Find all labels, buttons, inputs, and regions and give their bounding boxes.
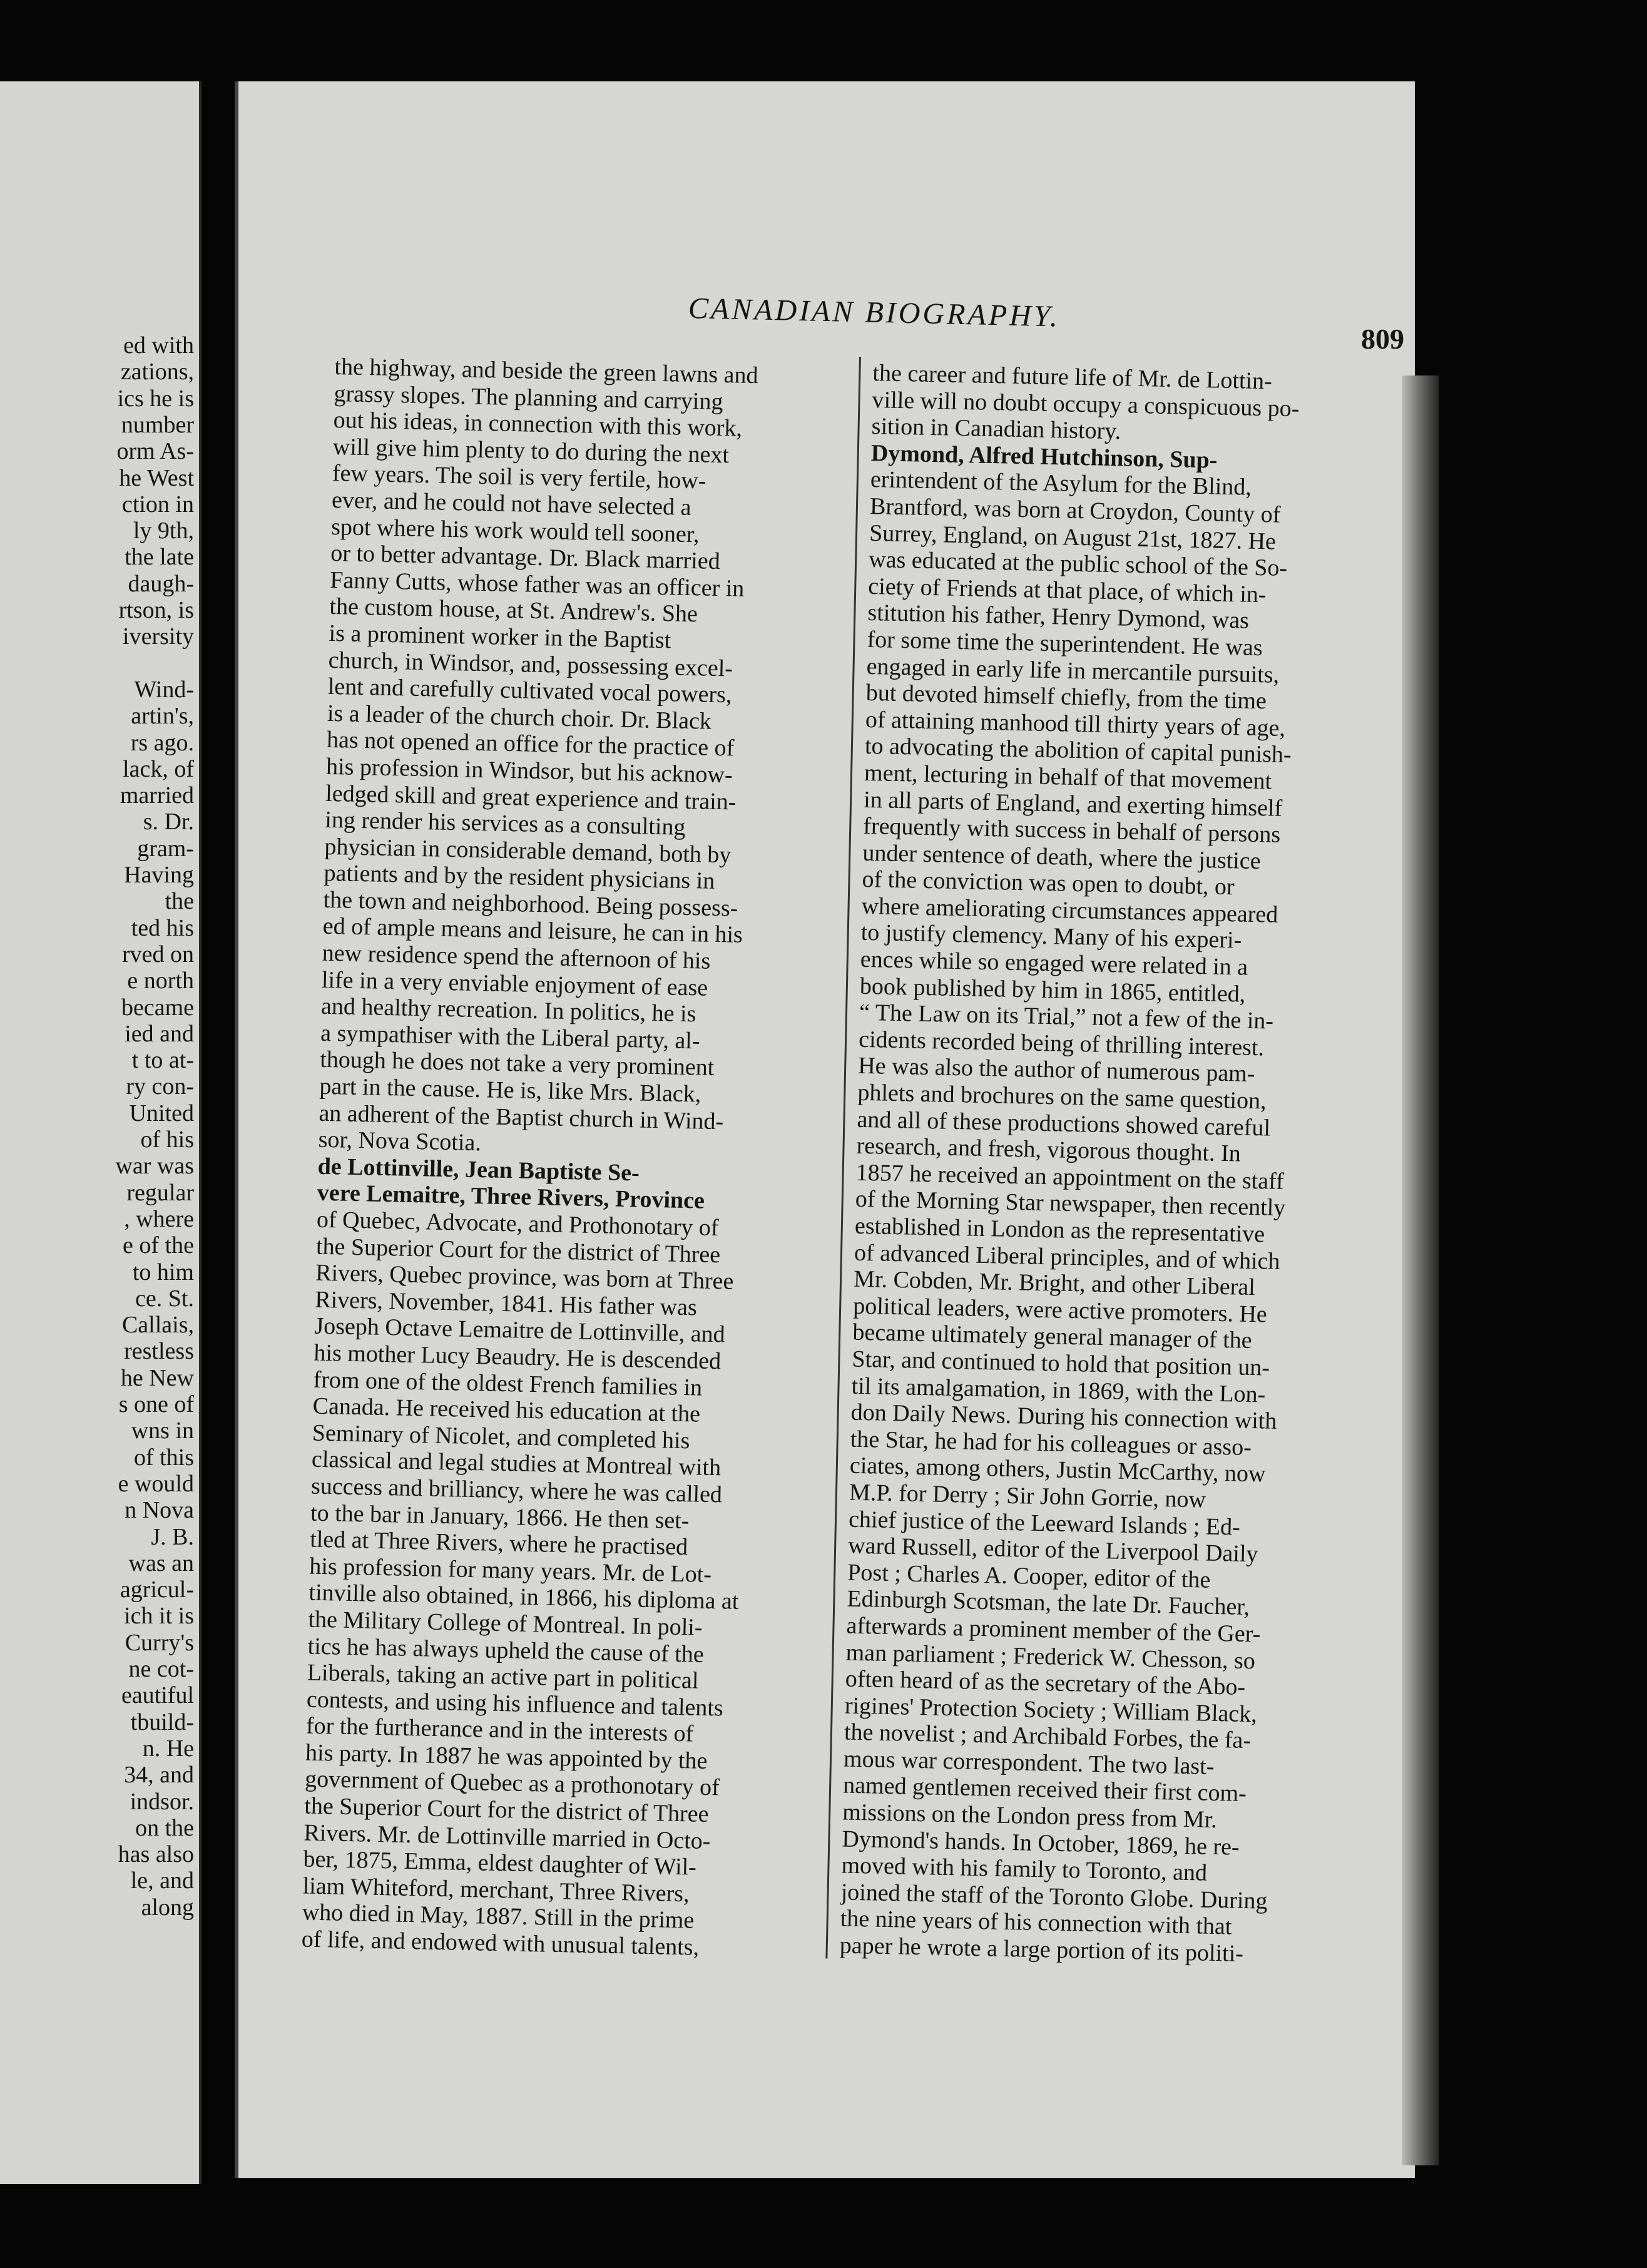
text-line: don Daily News. During his connection with — [850, 1399, 1277, 1435]
text-line: Rivers, Quebec province, was born at Three — [315, 1259, 734, 1295]
text-line: the career and future life of Mr. de Lottin- — [872, 360, 1273, 395]
text-line: “ The Law on its Trial,” not a few of the in- — [859, 999, 1274, 1034]
text-line: missions on the London press from Mr. — [842, 1799, 1218, 1834]
fragment-line: Wind- — [134, 676, 194, 703]
fragment-line: daugh- — [128, 570, 194, 597]
text-line: will give him plenty to do during the next — [332, 433, 730, 469]
text-line: mous war correspondent. The two last- — [843, 1745, 1215, 1780]
text-line: of Quebec, Advocate, and Prothonotary of — [316, 1206, 719, 1242]
text-line: Liberals, taking an active part in political — [307, 1659, 699, 1694]
fragment-line: ction in — [121, 491, 194, 518]
text-line: from one of the oldest French families in — [313, 1366, 703, 1401]
text-line: of the Morning Star newspaper, then recently — [855, 1186, 1286, 1222]
text-line: has not opened an office for the practice of — [326, 727, 735, 762]
text-line: though he does not take a very prominent — [319, 1046, 715, 1081]
text-line: of life, and endowed with unusual talents, — [301, 1926, 700, 1961]
text-line: the Superior Court for the district of Three — [315, 1233, 721, 1268]
fragment-line: rved on — [121, 941, 194, 968]
text-line: Seminary of Nicolet, and completed his — [312, 1419, 690, 1454]
fragment-line: ne cot- — [128, 1656, 194, 1682]
fragment-line: rs ago. — [130, 729, 194, 756]
text-line: spot where his work would tell sooner, — [330, 513, 700, 548]
fragment-line: Callais, — [121, 1312, 194, 1339]
fragment-line: indsor. — [130, 1788, 194, 1815]
text-line: afterwards a prominent member of the Ger- — [846, 1612, 1261, 1648]
fragment-line: became — [121, 994, 194, 1021]
fragment-line: agricul- — [120, 1576, 194, 1603]
text-line: tinville also obtained, in 1866, his diploma at — [308, 1579, 739, 1615]
fragment-line: ted his — [131, 914, 194, 941]
text-line: out his ideas, in connection with this work, — [333, 407, 743, 442]
text-line: Rivers, November, 1841. His father was — [314, 1286, 698, 1321]
page-number: 809 — [1361, 323, 1404, 355]
text-line: and healthy recreation. In politics, he is — [320, 993, 696, 1028]
text-line: sition in Canadian history. — [871, 413, 1121, 445]
fragment-line: zations, — [120, 359, 194, 386]
text-line: rigines' Protection Society ; William Black, — [844, 1692, 1258, 1728]
fragment-line: e north — [127, 968, 194, 994]
text-line: of the conviction was open to doubt, or — [862, 866, 1235, 901]
text-line: liam Whiteford, merchant, Three Rivers, — [302, 1872, 690, 1908]
text-line: de Lottinville, Jean Baptiste Se- — [317, 1153, 640, 1187]
text-line: til its amalgamation, in 1869, with the Lon- — [851, 1372, 1266, 1408]
fragment-line: restless — [124, 1338, 194, 1365]
text-column-left — [301, 354, 854, 1963]
text-line: lent and carefully cultivated vocal powers, — [327, 673, 732, 708]
text-line: tled at Three Rivers, where he practised — [309, 1526, 688, 1561]
text-line: who died in May, 1887. Still in the prime — [302, 1899, 695, 1934]
text-line: the highway, and beside the green lawns and — [334, 354, 758, 389]
text-line: contests, and using his influence and talents — [306, 1686, 724, 1722]
text-line: Surrey, England, on August 21st, 1827. He — [869, 519, 1277, 555]
text-line: classical and legal studies at Montreal with — [311, 1446, 722, 1481]
fragment-line: ly 9th, — [133, 518, 194, 544]
text-line: ment, lecturing in behalf of that movement — [864, 759, 1272, 795]
text-line: life in a very enviable enjoyment of ease — [321, 966, 708, 1001]
fragment-line: s one of — [118, 1391, 194, 1418]
text-line: 1857 he received an appointment on the staff — [855, 1159, 1285, 1195]
fragment-line: ics he is — [117, 385, 194, 412]
text-line: phlets and brochures on the same question, — [857, 1079, 1267, 1115]
text-line: often heard of as the secretary of the Abo- — [845, 1665, 1246, 1701]
text-line: patients and by the resident physicians in — [324, 860, 715, 895]
text-line: is a prominent worker in the Baptist — [329, 620, 671, 654]
text-line: for the furtherance and in the interests of — [305, 1712, 694, 1747]
running-head: CANADIAN BIOGRAPHY. — [688, 292, 1061, 334]
text-line: under sentence of death, where the justice — [862, 839, 1262, 874]
text-line: few years. The soil is very fertile, how- — [332, 460, 706, 494]
fragment-line: n. He — [142, 1735, 194, 1762]
text-line: chief justice of the Leeward Islands ; Ed- — [848, 1506, 1241, 1541]
text-line: Post ; Charles A. Cooper, editor of the — [847, 1559, 1211, 1593]
fragment-line: eautiful — [121, 1682, 194, 1709]
fragment-line: Curry's — [125, 1629, 194, 1656]
text-line: Star, and continued to hold that position un- — [852, 1346, 1270, 1381]
text-line: in all parts of England, and exerting himself — [863, 786, 1283, 822]
text-line: success and brilliancy, where he was called — [310, 1473, 723, 1508]
fragment-line: of this — [133, 1444, 194, 1471]
text-line: erintendent of the Asylum for the Blind, — [870, 466, 1252, 501]
fragment-line: United — [129, 1100, 194, 1126]
fragment-line: , where — [124, 1205, 194, 1232]
text-line: but devoted himself chiefly, from the time — [865, 680, 1267, 715]
text-line: is a leader of the church choir. Dr. Black — [327, 700, 712, 735]
fragment-line: ed with — [123, 332, 194, 359]
text-line: ever, and he could not have selected a — [331, 486, 691, 521]
text-line: Mr. Cobden, Mr. Bright, and other Liberal — [853, 1265, 1256, 1301]
text-line: vere Lemaitre, Three Rivers, Province — [317, 1180, 705, 1215]
fragment-line: number — [121, 411, 194, 438]
text-line: stitution his father, Henry Dymond, was — [867, 600, 1250, 635]
text-line: a sympathiser with the Liberal party, al- — [320, 1019, 700, 1055]
text-line: Canada. He received his education at the — [312, 1392, 701, 1428]
text-line: his profession for many years. Mr. de Lot- — [308, 1553, 712, 1588]
fragment-line: artin's, — [131, 703, 194, 730]
text-line: ward Russell, editor of the Liverpool Daily — [847, 1532, 1258, 1568]
fragment-line: ich it is — [124, 1603, 194, 1630]
text-line: ed of ample means and leisure, he can in his — [322, 913, 743, 949]
text-line: of advanced Liberal principles, and of which — [854, 1239, 1280, 1275]
text-line: moved with his family to Toronto, and — [841, 1852, 1208, 1886]
fragment-line: of his — [140, 1126, 194, 1153]
fragment-line: was an — [128, 1550, 194, 1576]
fragment-line: the — [165, 888, 194, 915]
text-line: church, in Windsor, and, possessing excel- — [328, 646, 733, 682]
text-line: physician in considerable demand, both by — [324, 833, 732, 869]
fragment-line: gram- — [137, 835, 194, 862]
fragment-line: regular — [126, 1179, 194, 1206]
text-line: the Military College of Montreal. In poli- — [308, 1606, 703, 1641]
text-line: ber, 1875, Emma, eldest daughter of Wil- — [303, 1846, 697, 1881]
text-line: Fanny Cutts, whose father was an officer in — [329, 566, 745, 602]
fragment-line: le, and — [130, 1867, 194, 1894]
text-line: his profession in Windsor, but his acknow- — [325, 753, 733, 789]
text-line: Brantford, was born at Croydon, County of — [869, 493, 1281, 528]
text-line: the nine years of his connection with that — [840, 1905, 1232, 1940]
text-line: paper he wrote a large portion of its politi- — [839, 1932, 1244, 1967]
fragment-line: s. Dr. — [143, 809, 194, 835]
text-line: where ameliorating circumstances appeared — [861, 892, 1278, 928]
text-line: government of Quebec as a prothonotary of — [304, 1765, 720, 1801]
text-line: established in London as the representative — [854, 1212, 1265, 1248]
text-line: to advocating the abolition of capital punish- — [864, 733, 1292, 769]
fragment-line: on the — [135, 1814, 194, 1841]
text-line: sor, Nova Scotia. — [318, 1126, 482, 1157]
fragment-line: wns in — [131, 1418, 194, 1444]
text-line: to the bar in January, 1866. He then set- — [310, 1499, 690, 1534]
fragment-line: war was — [115, 1153, 194, 1180]
text-line: of attaining manhood till thirty years of age, — [865, 706, 1286, 742]
text-line: his mother Lucy Beaudry. He is descended — [314, 1339, 722, 1375]
text-line: for some time the superintendent. He was — [867, 626, 1263, 662]
text-line: book published by him in 1865, entitled, — [859, 973, 1246, 1008]
fragment-line: orm As- — [116, 438, 194, 465]
page-edge — [1402, 375, 1439, 2165]
text-line: ledged skill and great experience and train- — [325, 780, 737, 815]
text-line: ences while so engaged were related in a — [860, 946, 1248, 981]
text-line: Edinburgh Scotsman, the late Dr. Faucher, — [847, 1585, 1250, 1621]
text-line: He was also the author of numerous pam- — [857, 1053, 1255, 1088]
text-line: M.P. for Derry ; Sir John Gorrie, now — [849, 1479, 1206, 1513]
text-line: to justify clemency. Many of his experi- — [860, 919, 1242, 954]
text-line: became ultimately general manager of the — [852, 1319, 1253, 1354]
text-line: and all of these productions showed careful — [857, 1106, 1271, 1142]
fragment-line: t to at- — [131, 1047, 194, 1074]
text-line: Dymond, Alfred Hutchinson, Sup- — [870, 439, 1218, 474]
fragment-line: the late — [125, 544, 194, 571]
text-line: new residence spend the afternoon of his — [322, 939, 711, 974]
fragment-line: rtson, is — [118, 597, 194, 623]
text-line: joined the staff of the Toronto Globe. During — [840, 1879, 1268, 1914]
fragment-line: tbuild- — [130, 1709, 194, 1735]
fragment-line: 34, and — [124, 1762, 194, 1789]
text-line: ciates, among others, Justin McCarthy, now — [849, 1452, 1266, 1488]
fragment-line: ied and — [125, 1020, 194, 1047]
fragment-line: lack, of — [123, 755, 194, 782]
fragment-line: e of the — [123, 1232, 194, 1259]
text-line: the novelist ; and Archibald Forbes, the fa- — [844, 1719, 1252, 1754]
text-line: was educated at the public school of the So- — [868, 546, 1288, 582]
fragment-line: has also — [118, 1841, 194, 1868]
text-line: or to better advantage. Dr. Black married — [330, 540, 721, 575]
fragment-line: ce. St. — [135, 1285, 194, 1312]
text-line: political leaders, were active promoters. He — [852, 1292, 1268, 1328]
text-line: Dymond's hands. In October, 1869, he re- — [842, 1826, 1240, 1861]
text-line: engaged in early life in mercantile pursuits, — [866, 653, 1280, 688]
fragment-line: to him — [132, 1259, 194, 1285]
fragment-line: married — [120, 782, 194, 809]
text-line: named gentlemen received their first com- — [842, 1772, 1247, 1807]
text-line: research, and fresh, vigorous thought. In — [856, 1132, 1242, 1167]
text-line: Rivers. Mr. de Lottinville married in Octo- — [303, 1819, 711, 1854]
fragment-line: ry con- — [126, 1073, 194, 1100]
text-line: part in the cause. He is, like Mrs. Black, — [319, 1073, 701, 1108]
fragment-line: he New — [120, 1364, 194, 1391]
text-line: the Superior Court for the district of Three — [303, 1792, 709, 1828]
text-line: the town and neighborhood. Being possess- — [323, 886, 738, 922]
fragment-line: J. B. — [151, 1523, 194, 1550]
text-line: tics he has always upheld the cause of the — [307, 1633, 705, 1668]
text-line: cidents recorded being of thrilling interest. — [858, 1026, 1265, 1061]
fragment-line: iversity — [123, 623, 194, 650]
text-column-right — [839, 360, 1392, 1969]
facing-page-fragment — [0, 81, 201, 2184]
text-line: his party. In 1887 he was appointed by the — [305, 1739, 708, 1774]
fragment-line: Having — [124, 862, 194, 888]
fragment-line: along — [141, 1894, 194, 1921]
fragment-line: he West — [119, 464, 194, 491]
text-line: grassy slopes. The planning and carrying — [334, 380, 723, 415]
text-line: ing render his services as a consulting — [324, 806, 686, 840]
text-line: man parliament ; Frederick W. Chesson, so — [845, 1639, 1256, 1674]
fragment-line: n Nova — [125, 1497, 194, 1524]
text-line: the custom house, at St. Andrew's. She — [329, 593, 698, 628]
text-line: ciety of Friends at that place, of which in- — [867, 573, 1267, 608]
text-line: ville will no doubt occupy a conspicuous po- — [872, 386, 1300, 422]
text-line: the Star, he had for his colleagues or asso- — [850, 1426, 1252, 1461]
text-line: Joseph Octave Lemaitre de Lottinville, and — [314, 1313, 726, 1348]
text-line: an adherent of the Baptist church in Wind- — [319, 1100, 724, 1135]
fragment-line: e would — [118, 1470, 194, 1497]
text-line: frequently with success in behalf of persons — [862, 812, 1281, 848]
